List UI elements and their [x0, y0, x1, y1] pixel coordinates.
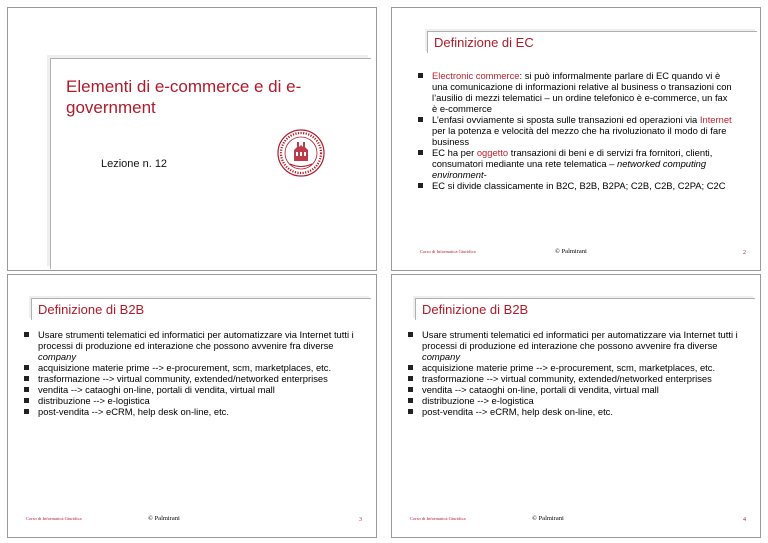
bullet-item	[416, 180, 734, 191]
bullet-text: trasformazione --> virtual community, extended/networked enterprises	[38, 373, 328, 384]
bullet-text: -	[483, 169, 487, 180]
bullet-text: post-vendita --> eCRM, help desk on-line, etc.	[38, 406, 229, 417]
slide-4	[391, 274, 761, 538]
bullet-item	[22, 384, 358, 395]
bullet-text: per la potenza e velocità del mezzo che ha rivoluzionato il modo di fare business	[432, 125, 727, 147]
bullet-text: post-vendita --> eCRM, help desk on-line, etc.	[422, 406, 613, 417]
bullet-item	[22, 395, 358, 406]
bullet-text: acquisizione materie prime --> e-procurement, scm, marketplaces, etc.	[38, 362, 332, 373]
bullet-item	[22, 329, 358, 362]
bullet-text: transazioni di beni e di servizi fra fornitori, clienti, consumatori mediante una rete telematica –	[432, 147, 713, 169]
footer-course: Corso di Informatica Giuridica	[26, 516, 82, 521]
slide-3	[7, 274, 377, 538]
bullet-text: vendita --> cataoghi on-line, portali di vendita, virtual mall	[422, 384, 659, 395]
bullet-item	[416, 114, 734, 147]
slide-title: Definizione di EC	[427, 31, 757, 53]
bullet-text: distribuzione --> e-logistica	[38, 395, 150, 406]
page-number: 4	[743, 517, 746, 523]
bullet-text: company	[422, 351, 461, 362]
bullet-text: EC ha per	[432, 147, 477, 158]
bullet-item	[406, 406, 742, 417]
bullet-list	[416, 70, 734, 191]
bullet-list	[22, 329, 358, 417]
bullet-text: distribuzione --> e-logistica	[422, 395, 534, 406]
footer-author: © Palmirani	[555, 248, 587, 255]
bullet-item	[22, 406, 358, 417]
bullet-item	[22, 373, 358, 384]
cover-subtitle: Lezione n. 12	[101, 158, 168, 170]
bullet-text: networked computing environment	[432, 158, 707, 180]
bullet-text: trasformazione --> virtual community, extended/networked enterprises	[422, 373, 712, 384]
bullet-text: Internet	[699, 114, 732, 125]
page-number: 3	[359, 517, 362, 523]
bullet-text: vendita --> cataoghi on-line, portali di vendita, virtual mall	[38, 384, 275, 395]
slide-1-cover	[7, 7, 377, 271]
bullet-text: : si può informalmente parlare di EC quando vi è una comunicazione di informazioni relative al business o transazioni con l’ausilio di mezzi telematici – un ordine telefonico è e-commerce, un fax è e-commerce	[432, 70, 732, 114]
bullet-text: acquisizione materie prime --> e-procurement, scm, marketplaces, etc.	[422, 362, 716, 373]
slide-title: Definizione di B2B	[31, 298, 371, 320]
bullet-list	[406, 329, 742, 417]
bullet-text: Usare strumenti telematici ed informatici per automatizzare via Internet tutti i processi di produzione ed interazione che possono avvenire fra diverse	[422, 329, 738, 351]
bullet-text: Usare strumenti telematici ed informatici per automatizzare via Internet tutti i processi di produzione ed interazione che possono avvenire fra diverse	[38, 329, 354, 351]
bullet-item	[406, 362, 742, 373]
bullet-item	[416, 70, 734, 114]
cover-title: Elementi di e-commerce e di e-government	[66, 77, 302, 117]
bullet-item	[416, 147, 734, 180]
slide-title: Definizione di B2B	[415, 298, 755, 320]
footer-course: Corso di Informatica Giuridica	[410, 516, 466, 521]
bullet-item	[22, 362, 358, 373]
bullet-item	[406, 395, 742, 406]
university-seal-icon	[276, 128, 326, 178]
bullet-item	[406, 373, 742, 384]
footer-author: © Palmirani	[148, 515, 180, 522]
footer-author: © Palmirani	[532, 515, 564, 522]
footer-course: Corso di Informatica Giuridica	[420, 249, 476, 254]
bullet-text: company	[38, 351, 77, 362]
bullet-text: L’enfasi ovviamente si sposta sulle transazioni ed operazioni via	[432, 114, 700, 125]
bullet-text: Electronic commerce	[432, 70, 520, 81]
bullet-text: oggetto	[476, 147, 509, 158]
page-number: 2	[743, 250, 746, 256]
bullet-text: EC si divide classicamente in B2C, B2B, B2PA; C2B, C2B, C2PA; C2C	[432, 180, 726, 191]
bullet-item	[406, 384, 742, 395]
slide-2	[391, 7, 761, 271]
bullet-item	[406, 329, 742, 362]
